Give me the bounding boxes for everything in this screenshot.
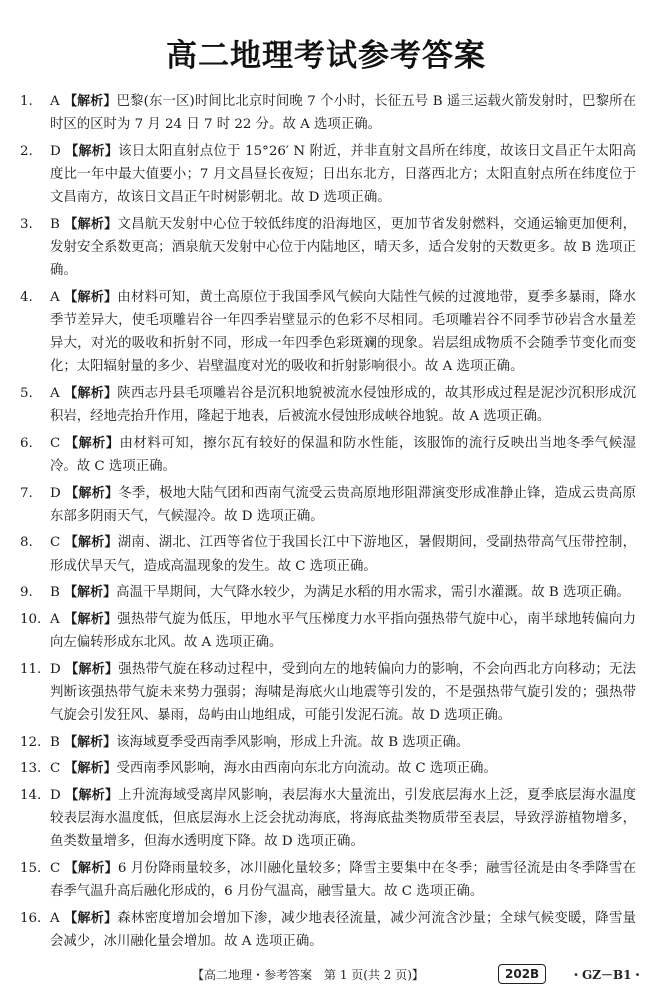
answer-letter: B bbox=[50, 585, 60, 601]
answer-number: 7. bbox=[20, 485, 33, 501]
answer-item bbox=[20, 286, 636, 379]
answer-item bbox=[20, 482, 636, 528]
answer-letter: C bbox=[50, 761, 61, 777]
answer-item bbox=[20, 432, 636, 478]
analysis-tag: 【解析】 bbox=[64, 216, 118, 232]
footer-paper-code: 202B bbox=[498, 964, 546, 984]
answer-number: 5. bbox=[20, 386, 33, 401]
answer-letter: A bbox=[50, 94, 60, 109]
answer-item bbox=[20, 581, 636, 604]
answer-explanation: 6 月份降雨量较多，冰川融化量较多；降雪主要集中在冬季；融雪径流是由冬季降雪在春季气温升高后融化形成的，6 月份气温高，融雪量大。故 C 选项正确。 bbox=[50, 860, 636, 899]
answer-number: 13. bbox=[20, 761, 42, 777]
answer-letter: A bbox=[50, 910, 60, 926]
answer-item bbox=[20, 757, 636, 780]
answer-explanation: 受西南季风影响，海水由西南向东北方向流动。故 C 选项正确。 bbox=[116, 761, 497, 777]
footer-series-code: ・GZ－B1・ bbox=[570, 968, 644, 982]
answer-number: 10. bbox=[20, 611, 42, 627]
answer-item bbox=[20, 382, 636, 428]
page-title: 高二地理考试参考答案 bbox=[166, 38, 486, 74]
answer-explanation: 该海域夏季受西南季风影响，形成上升流。故 B 选项正确。 bbox=[116, 734, 470, 750]
answer-explanation: 陕西志丹县毛项雕岩谷是沉积地貌被流水侵蚀形成的，故其形成过程是泥沙沉积形成沉积岩，经地壳抬升作用，隆起于地表，后被流水侵蚀形成峡谷地貌。故 A 选项正确。 bbox=[50, 386, 636, 425]
analysis-tag: 【解析】 bbox=[65, 661, 119, 677]
answer-explanation: 文昌航天发射中心位于较低纬度的沿海地区，更加节省发射燃料，交通运输更加便利，发射安全系数更高；酒泉航天发射中心位于内陆地区，晴天多，适合发射的天数更多。故 B 选项正确。 bbox=[50, 216, 636, 279]
answer-item bbox=[20, 784, 636, 854]
analysis-tag: 【解析】 bbox=[64, 860, 118, 876]
analysis-tag: 【解析】 bbox=[65, 435, 120, 451]
answer-item bbox=[20, 90, 636, 136]
analysis-tag: 【解析】 bbox=[65, 143, 119, 159]
answer-number: 12. bbox=[20, 734, 42, 750]
analysis-tag: 【解析】 bbox=[64, 910, 118, 926]
answer-explanation: 冬季，极地大陆气团和西南气流受云贵高原地形阻滞演变形成准静止锋，造成云贵高原东部多阴雨天气，气候湿冷。故 D 选项正确。 bbox=[50, 485, 636, 524]
analysis-tag: 【解析】 bbox=[64, 94, 117, 109]
answer-explanation: 高温干旱期间，大气降水较少，为满足水稻的用水需求，需引水灌溉。故 B 选项正确。 bbox=[116, 585, 630, 601]
answer-item bbox=[20, 907, 636, 953]
analysis-tag: 【解析】 bbox=[64, 611, 118, 627]
answer-number: 11. bbox=[20, 661, 42, 677]
analysis-tag: 【解析】 bbox=[64, 535, 118, 551]
answer-letter: C bbox=[50, 435, 61, 451]
answer-letter: D bbox=[50, 143, 61, 159]
answer-letter: A bbox=[50, 289, 60, 305]
answer-number: 15. bbox=[20, 860, 42, 876]
answer-letter: A bbox=[50, 386, 60, 401]
answer-letter: B bbox=[50, 216, 60, 232]
answer-item bbox=[20, 213, 636, 283]
answer-letter: D bbox=[50, 787, 61, 803]
answer-explanation: 强热带气旋在移动过程中，受到向左的地转偏向力的影响，不会向西北方向移动；无法判断该强热带气旋未来势力强弱；海啸是海底火山地震等引发的，不是强热带气旋引发的；强热带气旋会引发狂风、暴雨，岛屿由山地组成，可能引发泥石流。故 D 选项正确。 bbox=[50, 661, 636, 723]
analysis-tag: 【解析】 bbox=[64, 386, 118, 401]
answer-letter: C bbox=[50, 535, 61, 551]
answer-number: 4. bbox=[20, 289, 33, 305]
analysis-tag: 【解析】 bbox=[64, 761, 117, 777]
answer-explanation: 该日太阳直射点位于 15°26′ N 附近，并非直射文昌所在纬度，故该日文昌正午太阳高度比一年中最大值要小；7 月文昌昼长夜短；日出东北方，日落西北方；太阳直射点所在纬度位于文昌南方，故该日文昌正午时树影朝北。故 D 选项正确。 bbox=[50, 143, 636, 206]
answer-explanation: 由材料可知，黄土高原位于我国季风气候向大陆性气候的过渡地带，夏季多暴雨，降水季节差异大，使毛项雕岩谷一年四季岩壁显示的色彩不尽相同。毛项雕岩谷不同季节砂岩含水量差异大，对光的吸收和折射不同，形成一年四季色彩斑斓的现象。岩层组成物质不会随季节变化而变化；太阳辐射量的多少、岩壁温度对光的吸收和折射影响很小。故 A 选项正确。 bbox=[50, 289, 636, 375]
answer-number: 14. bbox=[20, 787, 42, 803]
answer-item bbox=[20, 608, 636, 654]
answer-number: 9. bbox=[20, 585, 33, 601]
answer-item bbox=[20, 531, 636, 577]
answer-explanation: 湖南、湖北、江西等省位于我国长江中下游地区，暑假期间，受副热带高气压带控制，形成伏旱天气，造成高温现象的发生。故 C 选项正确。 bbox=[50, 535, 636, 574]
answer-explanation: 强热带气旋为低压，甲地水平气压梯度力水平指向强热带气旋中心，南半球地转偏向力向左偏转形成东北风。故 A 选项正确。 bbox=[50, 611, 636, 650]
answer-explanation: 森林密度增加会增加下渗，减少地表径流量，减少河流含沙量；全球气候变暖，降雪量会减少，冰川融化量会增加。故 A 选项正确。 bbox=[50, 910, 636, 949]
answer-item bbox=[20, 140, 636, 210]
answer-item bbox=[20, 658, 636, 728]
answer-item bbox=[20, 857, 636, 903]
answer-item bbox=[20, 731, 636, 754]
answer-number: 6. bbox=[20, 435, 33, 451]
analysis-tag: 【解析】 bbox=[65, 485, 119, 501]
answer-explanation: 由材料可知，擦尔瓦有较好的保温和防水性能，该服饰的流行反映出当地冬季气候湿冷。故 C 选项正确。 bbox=[50, 435, 636, 474]
answer-letter: D bbox=[50, 661, 61, 677]
answer-number: 8. bbox=[20, 535, 33, 551]
answer-list bbox=[20, 90, 636, 956]
footer-page-info: 【高二地理・参考答案 第 1 页(共 2 页)】 bbox=[192, 968, 424, 982]
analysis-tag: 【解析】 bbox=[65, 787, 119, 803]
answer-number: 3. bbox=[20, 216, 33, 232]
answer-letter: C bbox=[50, 860, 61, 876]
answer-explanation: 巴黎(东一区)时间比北京时间晚 7 个小时，长征五号 B 遥三运载火箭发射时，巴黎所在时区的区时为 7 月 24 日 7 时 22 分。故 A 选项正确。 bbox=[50, 94, 636, 133]
answer-number: 16. bbox=[20, 910, 42, 926]
answer-letter: D bbox=[50, 485, 61, 501]
analysis-tag: 【解析】 bbox=[64, 734, 117, 750]
answer-number: 2. bbox=[20, 143, 33, 159]
answer-explanation: 上升流海域受离岸风影响，表层海水大量流出，引发底层海水上泛，夏季底层海水温度较表层海水温度低，但底层海水上泛会扰动海底，将海底盐类物质带至表层，导致浮游植物增多，鱼类数量增多，但海水透明度下降。故 D 选项正确。 bbox=[50, 787, 636, 850]
answer-letter: A bbox=[50, 611, 60, 627]
answer-letter: B bbox=[50, 734, 60, 750]
analysis-tag: 【解析】 bbox=[64, 585, 117, 601]
answer-number: 1. bbox=[20, 94, 33, 109]
analysis-tag: 【解析】 bbox=[64, 289, 118, 305]
